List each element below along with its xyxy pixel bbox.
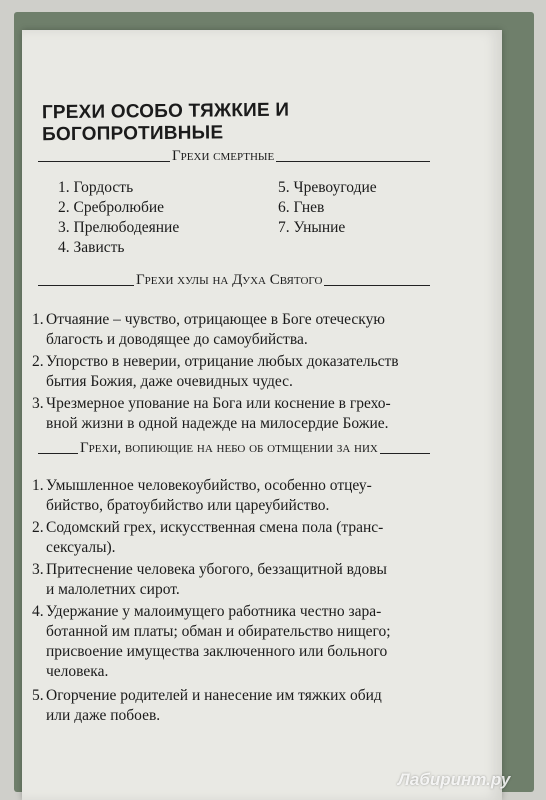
list-item: 2. Упорство в неверии, отрицание любых доказательств бытия Божия, даже очевидных чудес.	[32, 353, 399, 390]
heading-rule	[380, 453, 430, 454]
list-item: 3. Притеснение человека убогого, беззащитной вдовы и малолетних сирот.	[32, 561, 387, 598]
list-item: 3. Прелюбодеяние	[58, 219, 180, 236]
list-item: 1. Умышленное человекоубийство, особенно отцеу- бийство, братоубийство или цареубийство.	[32, 477, 372, 514]
list-item: 5. Чревоугодие	[278, 179, 377, 196]
list-item: 2. Содомский грех, искусственная смена пола (транс- сексуалы).	[32, 519, 384, 556]
section-heading-blasphemy	[38, 272, 430, 289]
mortal-list-right	[278, 178, 377, 238]
book-page	[22, 30, 502, 800]
list-item: 3. Чрезмерное упование на Бога или коснение в грехо- вной жизни в одной надежде на милосердие Божие.	[32, 395, 391, 432]
list-item: 4. Зависть	[58, 239, 125, 256]
watermark-logo: Лабиринт.ру	[398, 770, 511, 789]
heading-text: Грехи хулы на Духа Святого	[136, 272, 323, 288]
heading-rule	[38, 285, 134, 286]
heading-text: Грехи смертные	[172, 148, 275, 164]
list-item: 2. Сребролюбие	[58, 199, 165, 216]
page-title: ГРЕХИ ОСОБО ТЯЖКИЕ И БОГОПРОТИВНЫЕ	[41, 99, 290, 146]
list-item: 5. Огорчение родителей и нанесение им тяжких обид или даже побоев.	[32, 687, 382, 724]
list-item: 4. Удержание у малоимущего работника честно зара- ботанной им платы; обман и обирательство нищего; присвоение имущества заключенного или больного человека.	[32, 603, 391, 680]
list-item: 1. Отчаяние – чувство, отрицающее в Боге отеческую благость и доводящее до самоубийства.	[32, 311, 385, 348]
mortal-list-left	[58, 178, 179, 258]
section-heading-crying	[38, 440, 430, 457]
list-item: 7. Уныние	[278, 219, 346, 236]
heading-rule	[38, 161, 170, 162]
heading-rule	[38, 453, 78, 454]
heading-text: Грехи, вопиющие на небо об отмщении за них	[80, 440, 378, 456]
list-item: 6. Гнев	[278, 199, 325, 216]
heading-rule	[324, 285, 430, 286]
heading-rule	[276, 161, 430, 162]
list-item: 1. Гордость	[58, 179, 134, 196]
section-heading-mortal	[38, 148, 430, 165]
